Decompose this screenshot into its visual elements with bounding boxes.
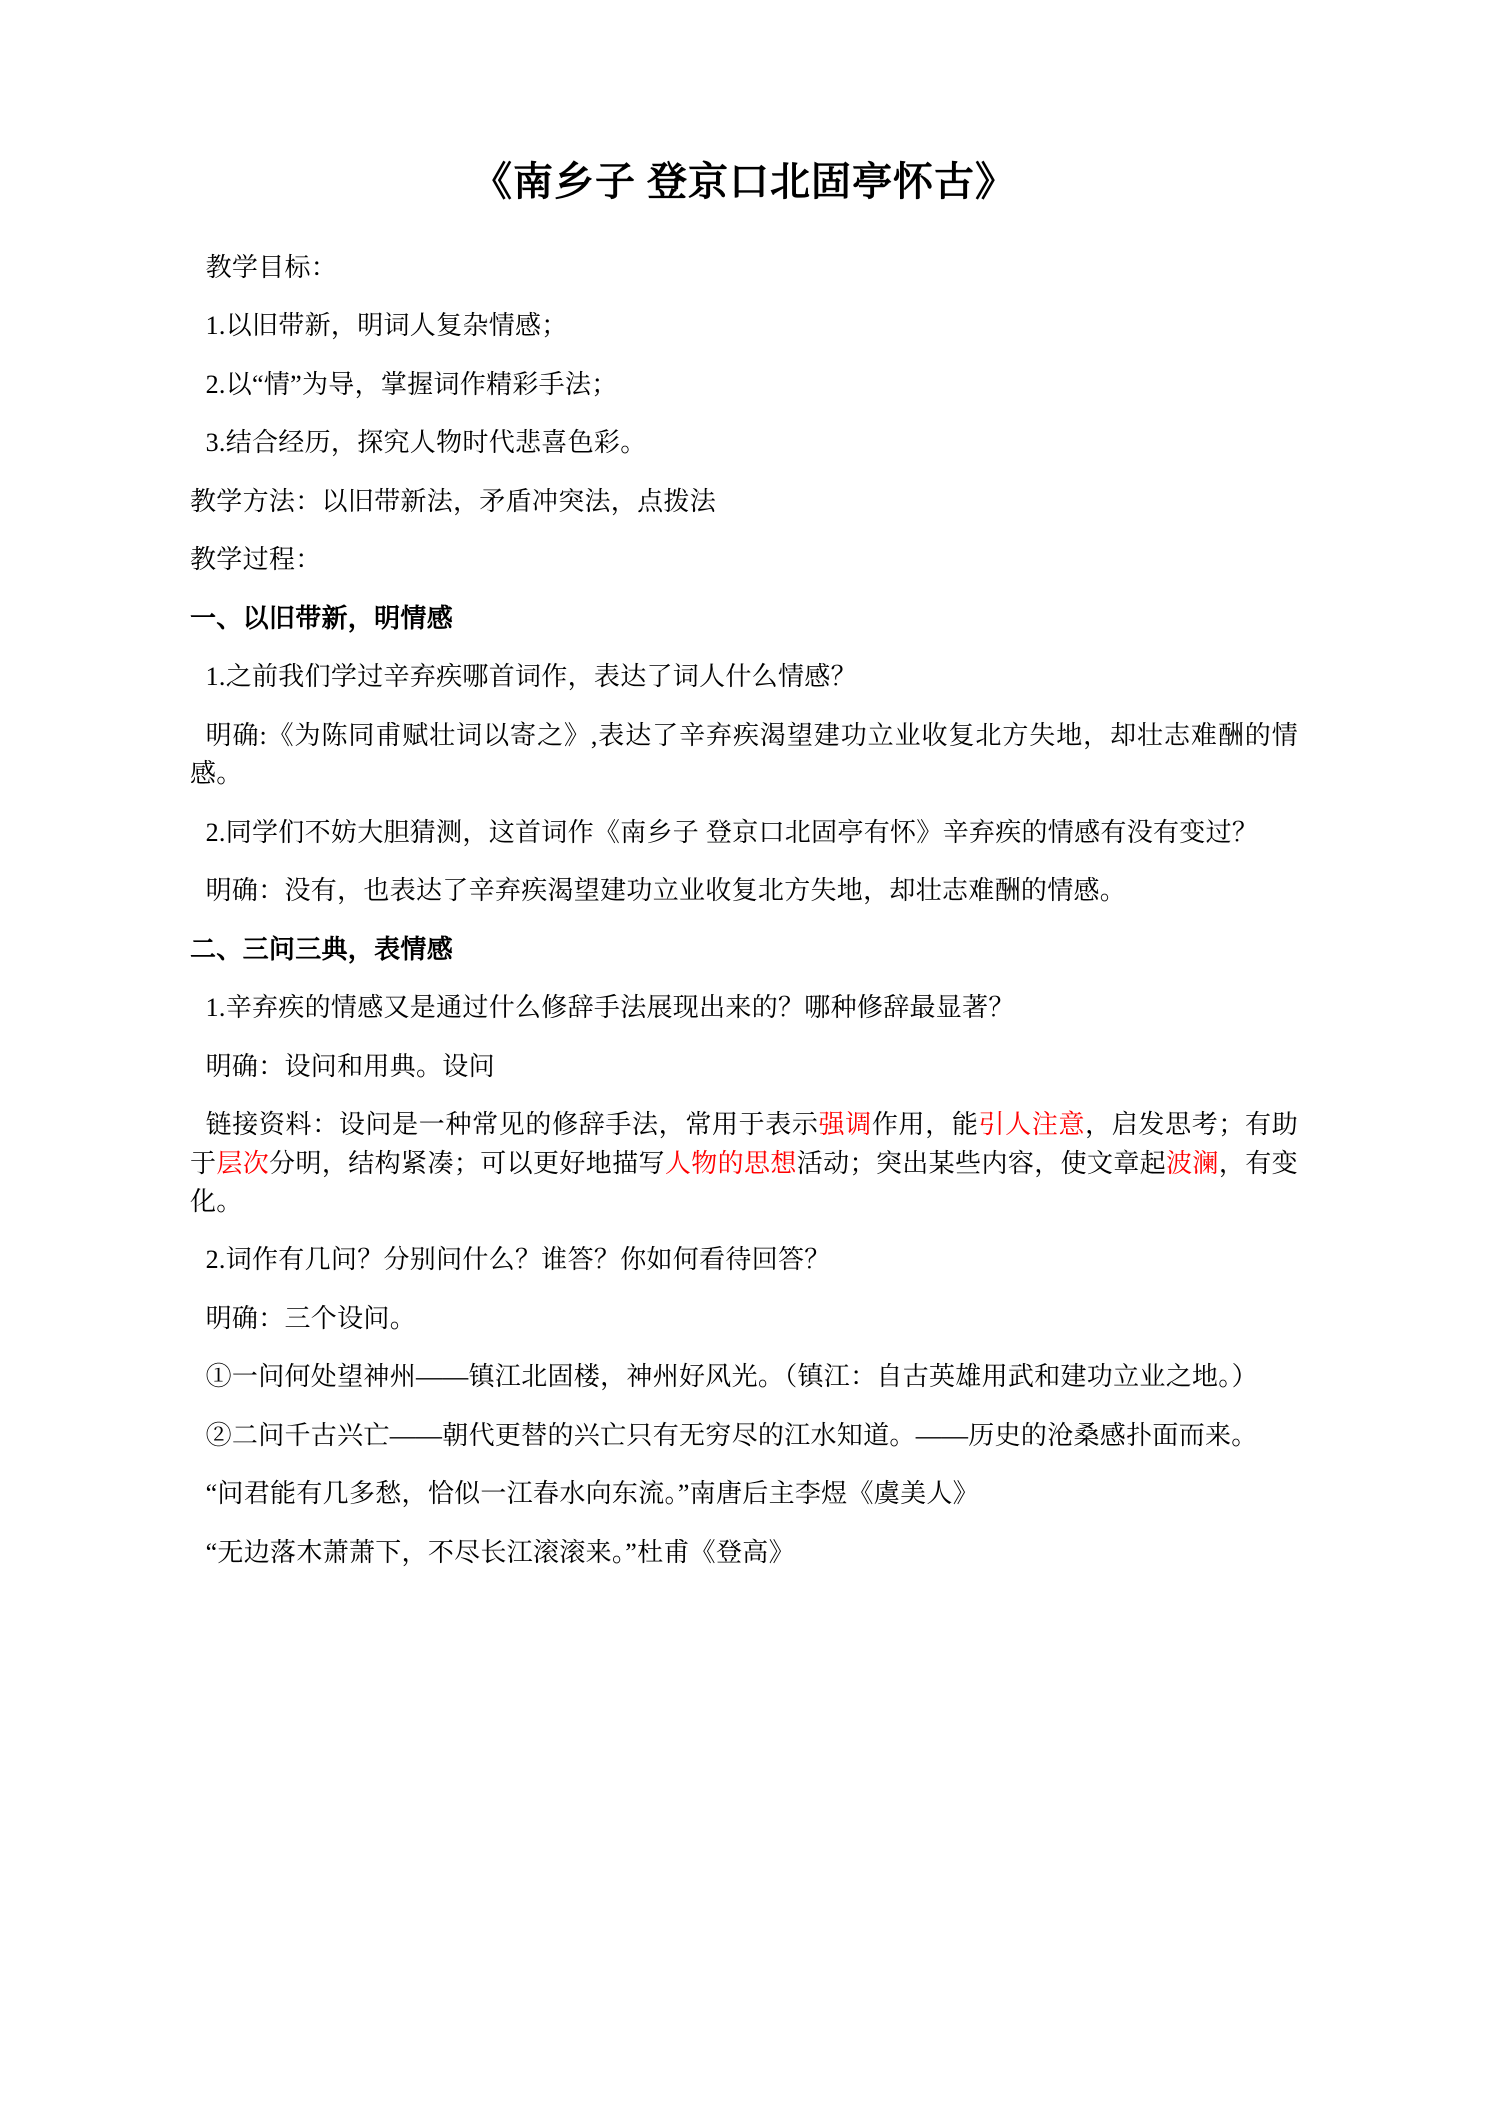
link-material-mid-1: 作用，能 (871, 1110, 979, 1140)
section-two-point-1: ①一问何处望神州——镇江北固楼，神州好风光。（镇江：自古英雄用武和建功立业之地。） (205, 1362, 1258, 1392)
link-keyword-waves: 波澜 (1166, 1148, 1219, 1178)
link-keyword-layers: 层次 (216, 1148, 270, 1178)
page-title: 《南乡子 登京口北固亭怀古》 (472, 159, 1016, 204)
link-material-mid-2: ，启发思考；有助于 (190, 1110, 1298, 1178)
section-heading-one: 一、以旧带新，明情感 (190, 603, 454, 633)
section-one-question-1: 1.之前我们学过辛弃疾哪首词作，表达了词人什么情感？ (205, 662, 857, 692)
section-two-question-1: 1.辛弃疾的情感又是通过什么修辞手法展现出来的？哪种修辞最显著？ (205, 993, 1015, 1023)
quotation-yumeiren: “问君能有几多愁，恰似一江春水向东流。”南唐后主李煜《虞美人》 (205, 1479, 979, 1509)
link-material-label: 链接资料：设问是一种常见的修辞手法，常用于表示 (205, 1110, 819, 1140)
link-material-mid-3: 分明，结构紧凑；可以更好地描写 (269, 1148, 665, 1178)
link-keyword-emphasis: 强调 (818, 1110, 872, 1140)
section-two-question-2: 2.词作有几问？分别问什么？谁答？你如何看待回答？ (205, 1245, 831, 1275)
section-one-question-2: 2.同学们不妨大胆猜测，这首词作《南乡子 登京口北固亭有怀》辛弃疾的情感有没有变过？ (205, 817, 1259, 847)
link-material-paragraph (190, 1106, 1298, 1221)
teaching-methods-line: 教学方法：以旧带新法，矛盾冲突法，点拨法 (190, 486, 717, 516)
section-two-point-2: ②二问千古兴亡——朝代更替的兴亡只有无穷尽的江水知道。——历史的沧桑感扑面而来。 (205, 1420, 1258, 1450)
section-one-answer-2: 明确：没有，也表达了辛弃疾渴望建功立业收复北方失地，却壮志难酬的情感。 (205, 876, 1127, 906)
section-one-answer-1: 明确:《为陈同甫赋壮词以寄之》,表达了辛弃疾渴望建功立业收复北方失地，却壮志难酬的情感。 (190, 720, 1298, 789)
teaching-process-label: 教学过程： (190, 545, 322, 575)
objective-item-2: 2.以“情”为导，掌握词作精彩手法； (205, 369, 618, 399)
section-heading-two: 二、三问三典，表情感 (190, 934, 454, 964)
objective-item-3: 3.结合经历，探究人物时代悲喜色彩。 (205, 428, 647, 458)
link-keyword-thoughts: 人物的思想 (664, 1148, 797, 1178)
quotation-denggao: “无边落木萧萧下，不尽长江滚滚来。”杜甫《登高》 (205, 1537, 795, 1567)
teaching-objectives-label: 教学目标： (205, 253, 338, 282)
link-material-end: ，有变化。 (190, 1148, 1298, 1216)
section-two-answer-1: 明确：设问和用典。设问 (205, 1051, 495, 1081)
objective-item-1: 1.以旧带新，明词人复杂情感； (205, 311, 568, 341)
section-two-answer-2: 明确：三个设问。 (205, 1303, 416, 1333)
link-material-mid-4: 活动；突出某些内容，使文章起 (796, 1148, 1167, 1178)
link-keyword-attention: 引人注意 (978, 1110, 1086, 1140)
